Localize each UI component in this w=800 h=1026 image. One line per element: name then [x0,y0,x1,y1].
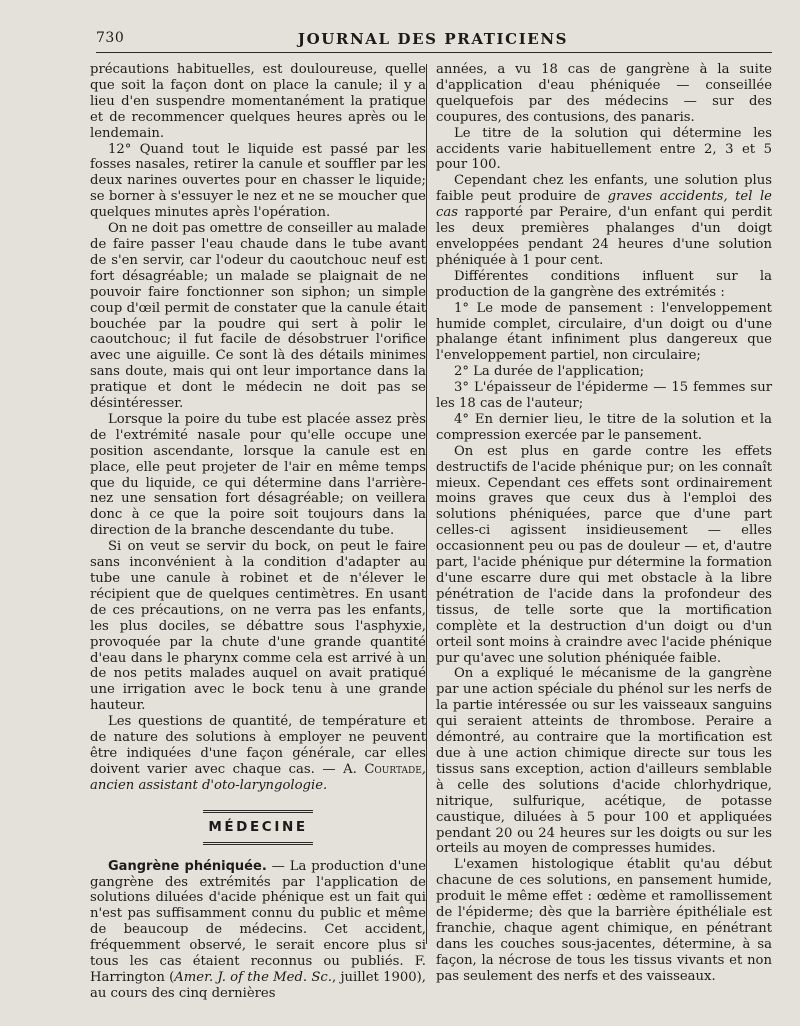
paragraph: précautions habituelles, est douloureuse, quelle que soit la façon dont on place la canule; il y a lieu d'en suspendre momentanément la pratique et de recommencer quelques heures après ou le lendemain. [90,62,426,141]
journal-citation: Amer. J. of the Med. Sc. [174,969,332,985]
header-rule [96,52,772,53]
section-rule-bottom [203,842,313,845]
paragraph [436,173,772,268]
left-column [90,62,426,1002]
paragraph: L'examen histologique établit qu'au début chacune de ces solutions, en pansement humide, produit le même effet : œdème et ramollissement de l'épiderme; dès que la barrière épithéliale est franchie, chaque agent chimique, en pénétrant dans les couches sous-jacentes, détermine, à sa façon, la nécrose de tous les tissus vivants et non pas seulement des nerfs et des vaisseaux. [436,857,772,984]
section-title: MÉDECINE [208,818,308,835]
right-column [436,62,772,985]
paragraph: Le titre de la solution qui détermine les accidents varie habituellement entre 2, 3 et 5 pour 100. [436,125,772,173]
paragraph: On a expliqué le mécanisme de la gangrène par une action spéciale du phénol sur les nerfs de la partie intéressée ou sur les vaisseaux sanguins qui seraient atteints de thrombose. Peraire a démontré, au contraire que la mortification est due à une action chimique directe sur tous les tissus sans exception, action d'ailleurs semblable à celle des solutions d'acide chlorhydrique, nitrique, sulfurique, acétique, de potasse caustique, diluées à 5 pour 100 et appliquées pendant 20 ou 24 heures sur les doigts ou sur les orteils au moyen de compresses humides. [436,666,772,857]
paragraph: Différentes conditions influent sur la production de la gangrène des extrémités : [436,268,772,300]
paragraph: On est plus en garde contre les effets destructifs de l'acide phénique pur; on les connaît mieux. Cependant ces effets sont ordinairement moins graves que ceux dus à l'emploi des solutions phéniquées, parce que d'une part celles-ci agissent insidieusement — elles occasionnent peu ou pas de douleur — et, d'autre part, l'acide phénique pur détermine la formation d'une escarre dure qui met obstacle à la libre pénétration de l'acide dans la profondeur des tissus, de telle sorte que la mortification complète et la destruction d'un doigt ou d'un orteil sont moins à craindre avec l'acide phénique pur qu'avec une solution phéniquée faible. [436,443,772,666]
paragraph-text: Cependant chez les enfants, une solution plus faible peut produire de [436,173,772,205]
paragraph: 12° Quand tout le liquide est passé par les fosses nasales, retirer la canule et souffler par les deux narines ouvertes pour en chasser le liquide; se borner à s'essuyer le nez et ne se moucher que quelques minutes après l'opération. [90,141,426,221]
running-title: JOURNAL DES PRATICIENS [297,30,569,48]
page-header [96,30,770,54]
author-name: Courtade [364,761,422,777]
paragraph-text-tail: rapporté par Peraire, d'un enfant qui perdit les deux premières phalanges d'un doigt enveloppées pendant 24 heures d'une solution phéniquée à 1 pour cent. [436,205,772,268]
paragraph: années, a vu 18 cas de gangrène à la suite d'application d'eau phéniquée — conseillée quelquefois par des médecins — sur des coupures, des contusions, des panaris. [436,62,772,125]
article-title: Gangrène phéniquée. [108,858,267,874]
list-item: 1° Le mode de pansement : l'enveloppement humide complet, circulaire, d'un doigt ou d'une phalange étant infiniment plus dangereux que l'enveloppement partiel, non circulaire; [436,300,772,364]
list-item: 2° La durée de l'application; [454,364,645,380]
column-divider [426,64,427,944]
page-number: 730 [96,30,125,46]
author-title: , ancien assistant d'oto-laryngologie. [90,761,426,793]
article-text: — La production d'une gangrène des extrémités par l'application de solutions diluées d'acide phénique est un fait qui n'est pas suffisamment connu du public et même de beaucoup de médecins. Cet accident, fréquemment observé, le serait encore plus si tous les cas étaient reconnus ou publiés. F. Harrington ( [90,858,426,985]
paragraph: Si on veut se servir du bock, on peut le faire sans inconvénient à la condition d'adapter au tube une canule à robinet et de n'élever le récipient que de quelques centimètres. En usant de ces précautions, on ne verra pas les enfants, les plus dociles, se débattre sous l'asphyxie, provoquée par la chute d'une grande quantité d'eau dans le pharynx comme cela est arrivé à un de nos petits malades auquel on avait pratiqué une irrigation avec le bock tenu à une grande hauteur. [90,539,426,714]
paragraph-signed [90,714,426,794]
article-paragraph [90,859,426,1002]
paragraph: Lorsque la poire du tube est placée assez près de l'extrémité nasale pour qu'elle occupe une position ascendante, lorsque la canule est en place, elle peut projeter de l'air en même temps que du liquide, ce qui détermine dans l'arrière-nez une sensation fort désagréable; on veillera donc à ce que la poire soit toujours dans la direction de la branche descendante du tube. [90,411,426,539]
italic-text: graves accidents, tel le cas [436,189,772,221]
article-text-tail: , juillet 1900), au cours des cinq dernières [90,969,426,1001]
list-item: 3° L'épaisseur de l'épiderme — 15 femmes sur les 18 cas de l'auteur; [436,380,772,412]
list-item: 4° En dernier lieu, le titre de la solution et la compression exercée par le pansement. [436,411,772,443]
paragraph-text: Les questions de quantité, de température et de nature des solutions à employer ne peuvent être indiquées d'une façon générale, car elles doivent varier avec chaque cas. — A. [90,714,426,777]
paragraph: On ne doit pas omettre de conseiller au malade de faire passer l'eau chaude dans le tube avant de s'en servir, car l'odeur du caoutchouc neuf est fort désagréable; un malade se plaignait de ne pouvoir faire fonctionner son siphon; un simple coup d'œil permit de constater que la canule était bouchée par la poudre qui sert à polir le caoutchouc; il fut facile de désobstruer l'orifice avec une aiguille. Ce sont là des détails minimes sans doute, mais qui ont leur importance dans la pratique et dont le médecin ne doit pas se désintéresser. [90,221,426,412]
section-heading [90,810,426,845]
